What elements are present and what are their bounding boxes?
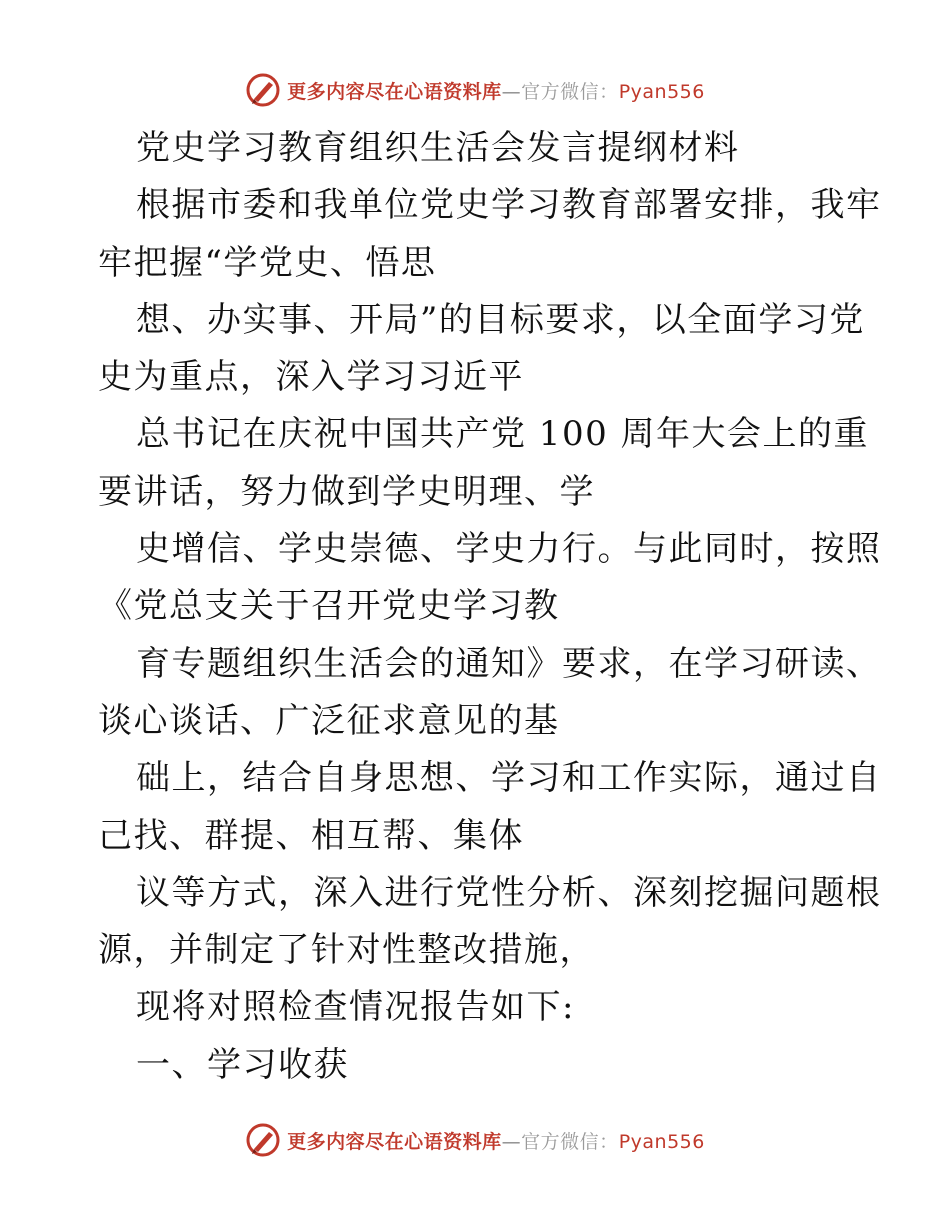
paragraph-line: 《党总支关于召开党史学习教 bbox=[98, 586, 560, 627]
paragraph-line: 牢把握“学党史、悟思 bbox=[98, 242, 437, 283]
paragraph-line: 源，并制定了针对性整改措施， bbox=[98, 930, 595, 971]
document-body bbox=[98, 120, 882, 1094]
paragraph-line: 史增信、学史崇德、学史力行。与此同时，按照 bbox=[136, 529, 882, 570]
pen-logo-icon bbox=[245, 1122, 281, 1158]
watermark-label: 官方微信： bbox=[521, 80, 619, 103]
pen-logo-icon bbox=[245, 72, 281, 108]
paragraph-line: 育专题组织生活会的通知》要求，在学习研读、 bbox=[136, 643, 882, 684]
paragraph-line: 史为重点，深入学习习近平 bbox=[98, 357, 524, 398]
paragraph-line: 议等方式，深入进行党性分析、深刻挖掘问题根 bbox=[136, 872, 882, 913]
watermark-label: 官方微信： bbox=[521, 1130, 619, 1153]
watermark-wechat-id: Pyan556 bbox=[618, 1130, 705, 1153]
section-heading: 一、学习收获 bbox=[136, 1044, 349, 1085]
watermark-brand: 更多内容尽在心语资料库 bbox=[287, 1130, 502, 1153]
paragraph-line: 础上，结合自身思想、学习和工作实际，通过自 bbox=[136, 758, 882, 799]
document-title: 党史学习教育组织生活会发言提纲材料 bbox=[136, 128, 740, 168]
paragraph-line: 总书记在庆祝中国共产党 100 周年大会上的重 bbox=[136, 414, 870, 455]
paragraph-line: 现将对照检查情况报告如下: bbox=[136, 987, 575, 1028]
paragraph-line: 己找、群提、相互帮、集体 bbox=[98, 815, 524, 856]
watermark-footer bbox=[0, 1120, 950, 1160]
watermark-wechat-id: Pyan556 bbox=[618, 80, 705, 103]
watermark-separator: — bbox=[501, 80, 522, 103]
watermark-separator: — bbox=[501, 1130, 522, 1153]
paragraph-line: 要讲话，努力做到学史明理、学 bbox=[98, 471, 595, 512]
watermark-brand: 更多内容尽在心语资料库 bbox=[287, 80, 502, 103]
paragraph-line: 根据市委和我单位党史学习教育部署安排，我牢 bbox=[136, 185, 882, 226]
watermark-header bbox=[0, 70, 950, 110]
paragraph-line: 谈心谈话、广泛征求意见的基 bbox=[98, 700, 560, 741]
watermark-text bbox=[287, 1127, 705, 1154]
watermark-text bbox=[287, 77, 705, 104]
paragraph-line: 想、办实事、开局”的目标要求，以全面学习党 bbox=[136, 299, 865, 340]
